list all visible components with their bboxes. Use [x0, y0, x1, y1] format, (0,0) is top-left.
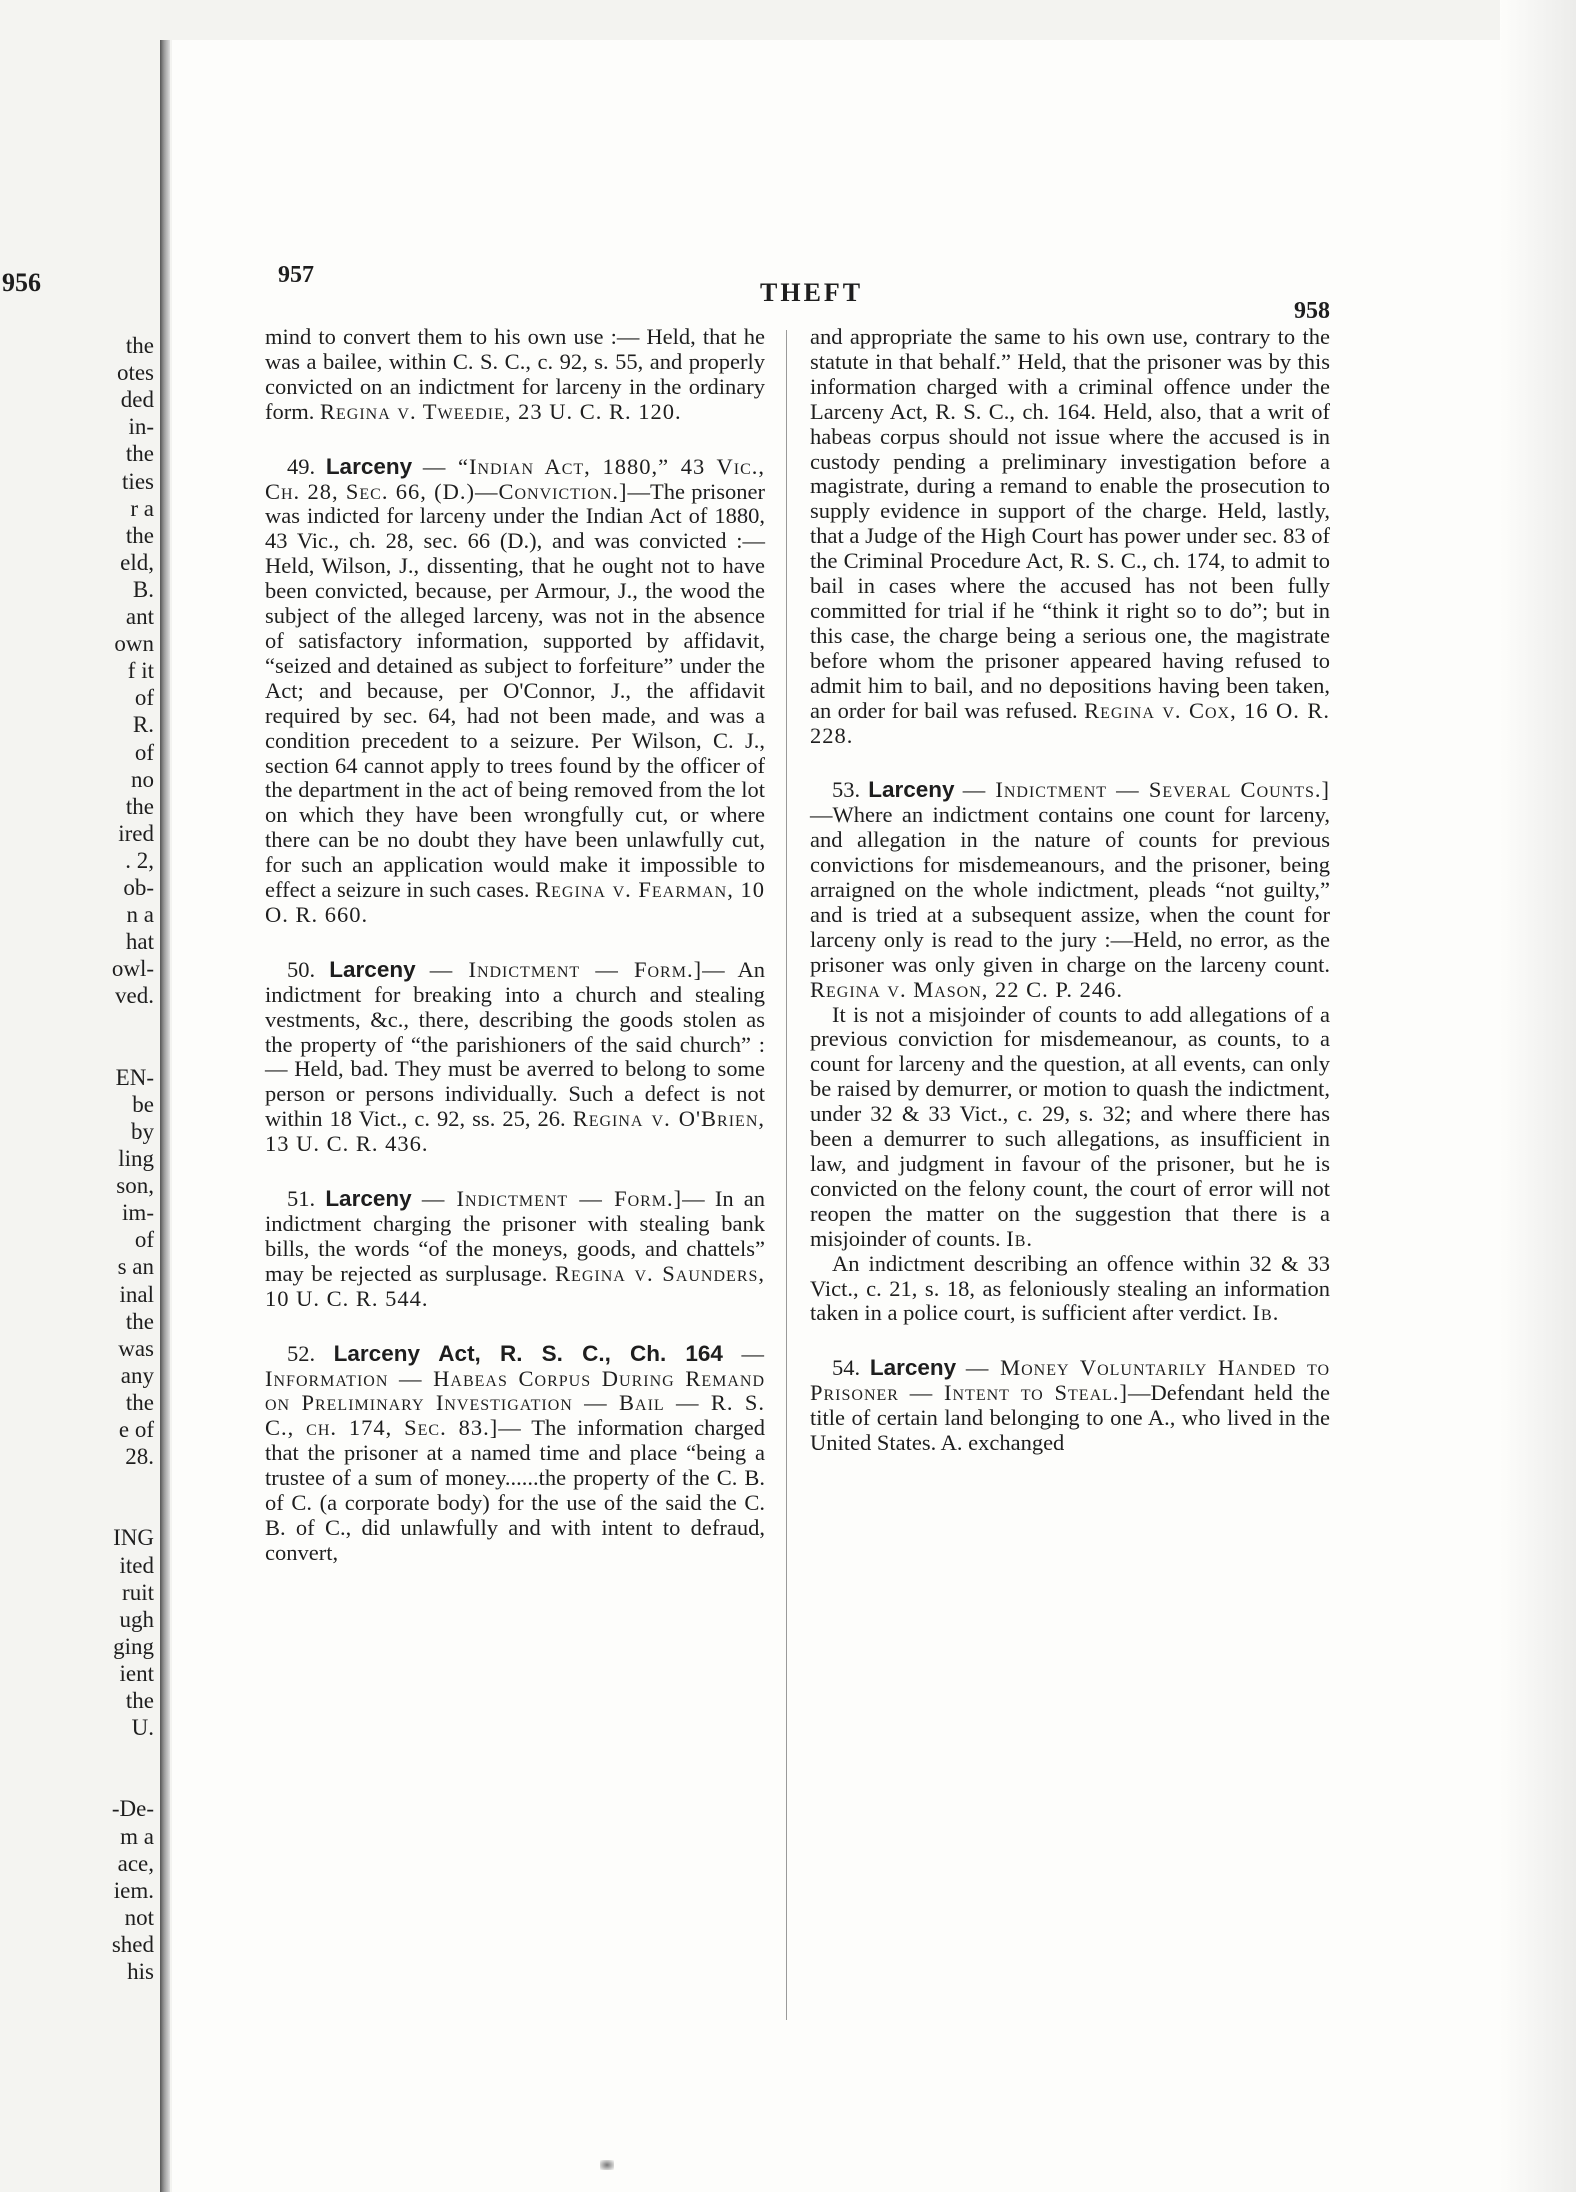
previous-page-fragment: ace, — [117, 1850, 154, 1876]
previous-page-fragment: s an — [117, 1254, 154, 1280]
previous-page-number: 956 — [2, 268, 41, 297]
previous-page-fragment: ob- — [123, 875, 154, 900]
previous-page-fragment: by — [131, 1118, 154, 1144]
entry-heading: — Information — Habeas Corpus During Remand on Preliminary Investigation — Bail — R. S. C., ch. 174, Sec. 83.] — [265, 1340, 765, 1441]
case-citation: Regina v. Fearman, 10 O. R. 660. — [265, 877, 765, 927]
previous-page-fragment: n a — [126, 902, 154, 928]
previous-page-fragment: in- — [128, 414, 154, 440]
entry-heading: — Money Voluntarily Handed to Prisoner — Intent to Steal.] — [810, 1355, 1331, 1406]
previous-page-fragment: own — [114, 631, 154, 657]
previous-page-fragment: ded — [120, 387, 154, 413]
previous-page-fragment: ging — [113, 1633, 154, 1659]
left-column — [265, 325, 765, 1566]
left-column-page-number: 957 — [278, 262, 314, 288]
previous-page-fragment: ant — [125, 604, 154, 629]
digest-entry-50: 50. Larceny — Indictment — Form.]— An indictment for breaking into a church and stealing vestments, &c., there, describing the goods stolen as the property of “the parishioners of the said church” :— Held, bad. They must be averred to belong to some person or persons individually. Such a defect is not within 18 Vict., c. 92, ss. 25, 26. Regina v. O'Brien, 13 U. C. R. 436. — [265, 956, 766, 1157]
previous-page-fragment: ruit — [122, 1579, 154, 1605]
entry-keyword: Larceny — [869, 1355, 957, 1381]
previous-page-fragment: ING — [113, 1525, 154, 1551]
page-edge-shadow — [1500, 0, 1576, 2192]
case-citation: Regina v. Cox, 16 O. R. 228. — [810, 697, 1330, 748]
entry-keyword: Larceny — [868, 777, 955, 803]
previous-page-fragment: im- — [122, 1200, 154, 1226]
digest-entry-51: 51. Larceny — Indictment — Form.]— In an indictment charging the prisoner with stealing bank bills, the words “of the moneys, goods, and chattels” may be rejected as surplusage. Regina v. Saunders, 10 U. C. R. 544. — [265, 1186, 766, 1311]
previous-page-fragment: the — [125, 793, 154, 819]
entry-keyword: Larceny Act, R. S. C., Ch. 164 — [333, 1340, 723, 1366]
previous-page-fragment: R. — [132, 712, 154, 738]
digest-entry-52: 52. Larceny Act, R. S. C., Ch. 164 — Information — Habeas Corpus During Remand on Preliminary Investigation — Bail — R. S. C., ch. 174, Sec. 83.]— The information charged that the prisoner at a named time and place “being a trustee of a sum of money......the property of the C. B. of C. (a corporate body) for the use of the said the C. B. of C., did unlawfully and with intent to defraud, convert, — [265, 1340, 765, 1565]
entry-heading: — “Indian Act, 1880,” 43 Vic., Ch. 28, Sec. 66, (D.)—Conviction.] — [265, 453, 766, 504]
previous-page-fragment: be — [132, 1091, 154, 1117]
previous-page-fragment: the — [125, 1308, 154, 1334]
previous-page-fragment: of — [134, 739, 154, 765]
previous-page-fragment: ved. — [115, 983, 154, 1009]
previous-page-fragment: e of — [118, 1417, 154, 1442]
previous-page-fragment: EN- — [115, 1064, 154, 1090]
previous-page-fragment: B. — [132, 576, 154, 602]
previous-page-fragment: f it — [127, 658, 154, 684]
previous-page-fragment: iem. — [113, 1877, 154, 1903]
entry-heading: — Indictment — Form.] — [421, 1186, 683, 1212]
previous-page-fragment: son, — [116, 1173, 154, 1199]
case-citation: Regina v. O'Brien, 13 U. C. R. 436. — [265, 1106, 766, 1157]
digest-entry-53: 53. Larceny — Indictment — Several Counts.]—Where an indictment contains one count for larceny, and allegation in the nature of counts for previous convictions for misdemeanours, and the prisoner, being arraigned on the whole indictment, pleads “not guilty,” and is tried at a subsequent assize, when the count for larceny only is read to the jury :—Held, no error, as the prisoner was only given in charge on the larceny count. Regina v. Mason, 22 C. P. 246. — [810, 777, 1331, 1002]
previous-page-fragment: . 2, — [125, 847, 154, 873]
case-citation: Regina v. Tweedie, 23 U. C. R. 120. — [320, 398, 682, 424]
previous-page-fragment: any — [120, 1362, 154, 1388]
previous-page-fragment: ling — [118, 1146, 154, 1171]
paragraph: It is not a misjoinder of counts to add allegations of a previous conviction for misdemeanour, as counts, to a count for larceny and the question, at all events, can only be raised by demurrer, or motion to quash the indictment, under 32 & 33 Vict., c. 29, s. 32; and where there has been a demurrer to such allegations, as insufficient in law, and judgment in favour of the prisoner, but he is convicted on the felony count, the court of error will not reopen the matter on the suggestion that there is a misjoinder of counts. Ib. — [810, 1001, 1330, 1251]
previous-page-fragment: r a — [130, 495, 154, 521]
entry-keyword: Larceny — [325, 453, 413, 479]
previous-page-fragment: not — [124, 1904, 154, 1930]
previous-page-fragment: ited — [119, 1552, 154, 1578]
previous-page-fragment: ient — [119, 1660, 154, 1686]
book-gutter — [160, 40, 170, 2192]
previous-page-fragment: the — [125, 1389, 154, 1415]
entry-heading: — Indictment — Several Counts.] — [962, 777, 1331, 803]
case-citation: Regina v. Mason, 22 C. P. 246. — [810, 976, 1124, 1002]
column-divider — [786, 330, 787, 2020]
previous-page-fragment: inal — [119, 1281, 154, 1307]
previous-page-fragment: ired — [118, 820, 154, 846]
previous-page-fragment: of — [134, 1227, 154, 1253]
previous-page-fragment: -De- — [111, 1796, 154, 1822]
previous-page-fragment: eld, — [120, 549, 154, 575]
previous-page-fragment: U. — [131, 1715, 154, 1741]
running-head: THEFT — [760, 278, 864, 307]
previous-page-fragment: hat — [125, 929, 154, 955]
previous-page-fragment: ties — [122, 468, 154, 494]
paragraph: and appropriate the same to his own use, contrary to the statute in that behalf.” Held, that the prisoner was by this information charged with a criminal offence under the Larceny Act, R. S. C., ch. 164. Held, also, that a writ of habeas corpus should not issue where the accused is in custody pending a preliminary investigation before a magistrate, during a remand to enable the prosecution to supply evidence in support of the charge. Held, lastly, that a Judge of the High Court has power under sec. 83 of the Criminal Procedure Act, R. S. C., ch. 174, to admit to bail in cases where the accused has not been fully committed for trial if he “think it right so to do”; but in this case, the charge being a serious one, the magistrate before whom the prisoner appeared having refused to admit him to bail, and no depositions having been taken, an order for bail was refused. Regina v. Cox, 16 O. R. 228. — [810, 324, 1330, 748]
case-citation: Regina v. Saunders, 10 U. C. R. 544. — [265, 1260, 766, 1311]
digest-entry-49: 49. Larceny — “Indian Act, 1880,” 43 Vic., Ch. 28, Sec. 66, (D.)—Conviction.]—The prisoner was indicted for larceny under the Indian Act of 1880, 43 Vic., ch. 28, sec. 66 (D.), and was convicted :—Held, Wilson, J., dissenting, that he ought not to have been convicted, because, per Armour, J., the wood the subject of the alleged larceny, was not in the absence of satisfactory information, supported by affidavit, “seized and detained as subject to forfeiture” under the Act; and because, per O'Connor, J., the affidavit required by sec. 64, had not been made, and was a condition precedent to a seizure. Per Wilson, C. J., section 64 cannot apply to trees found by the officer of the department in the act of being removed from the lot on which they have been wrongfully cut, or where there can be no doubt they have been unlawfully cut, for such an application would make it impossible to effect a seizure in such cases. Regina v. Fearman, 10 O. R. 660. — [265, 453, 766, 927]
previous-page-fragment: the — [125, 333, 154, 358]
entry-keyword: Larceny — [329, 956, 416, 982]
case-citation: Ib. — [1006, 1225, 1034, 1251]
entry-keyword: Larceny — [325, 1186, 412, 1212]
previous-page-fragment: no — [131, 766, 154, 792]
previous-page-fragment: the — [125, 441, 154, 467]
previous-page-fragment: ugh — [119, 1606, 154, 1632]
previous-page-fragment: otes — [116, 360, 154, 386]
previous-page-fragment: his — [127, 1959, 154, 1984]
right-column-page-number: 958 — [1294, 298, 1330, 324]
entry-heading: — Indictment — Form.] — [429, 956, 703, 982]
previous-page-fragment: of — [134, 685, 154, 711]
paragraph: An indictment describing an offence within 32 & 33 Vict., c. 21, s. 18, as feloniously stealing an information taken in a police court, is sufficient after verdict. Ib. — [810, 1250, 1330, 1326]
previous-page-fragment: m a — [120, 1823, 154, 1849]
previous-page-fragment: shed — [111, 1931, 154, 1957]
previous-page-fragment: the — [125, 522, 154, 548]
previous-page-edge — [0, 0, 160, 2192]
previous-page-fragment: the — [125, 1688, 154, 1713]
case-citation: Ib. — [1252, 1300, 1280, 1326]
digest-entry-54: 54. Larceny — Money Voluntarily Handed to Prisoner — Intent to Steal.]—Defendant held the title of certain land belonging to one A., who lived in the United States. A. exchanged — [810, 1355, 1331, 1456]
paragraph: mind to convert them to his own use :— Held, that he was a bailee, within C. S. C., c. 92, s. 55, and properly convicted on an indictment for larceny in the ordinary form. Regina v. Tweedie, 23 U. C. R. 120. — [265, 324, 765, 424]
previous-page-fragment: was — [118, 1335, 154, 1361]
previous-page-fragment: owl- — [111, 956, 154, 982]
previous-page-fragment: 28. — [125, 1444, 154, 1470]
right-column — [810, 325, 1330, 1456]
scan-speck — [600, 2160, 614, 2170]
